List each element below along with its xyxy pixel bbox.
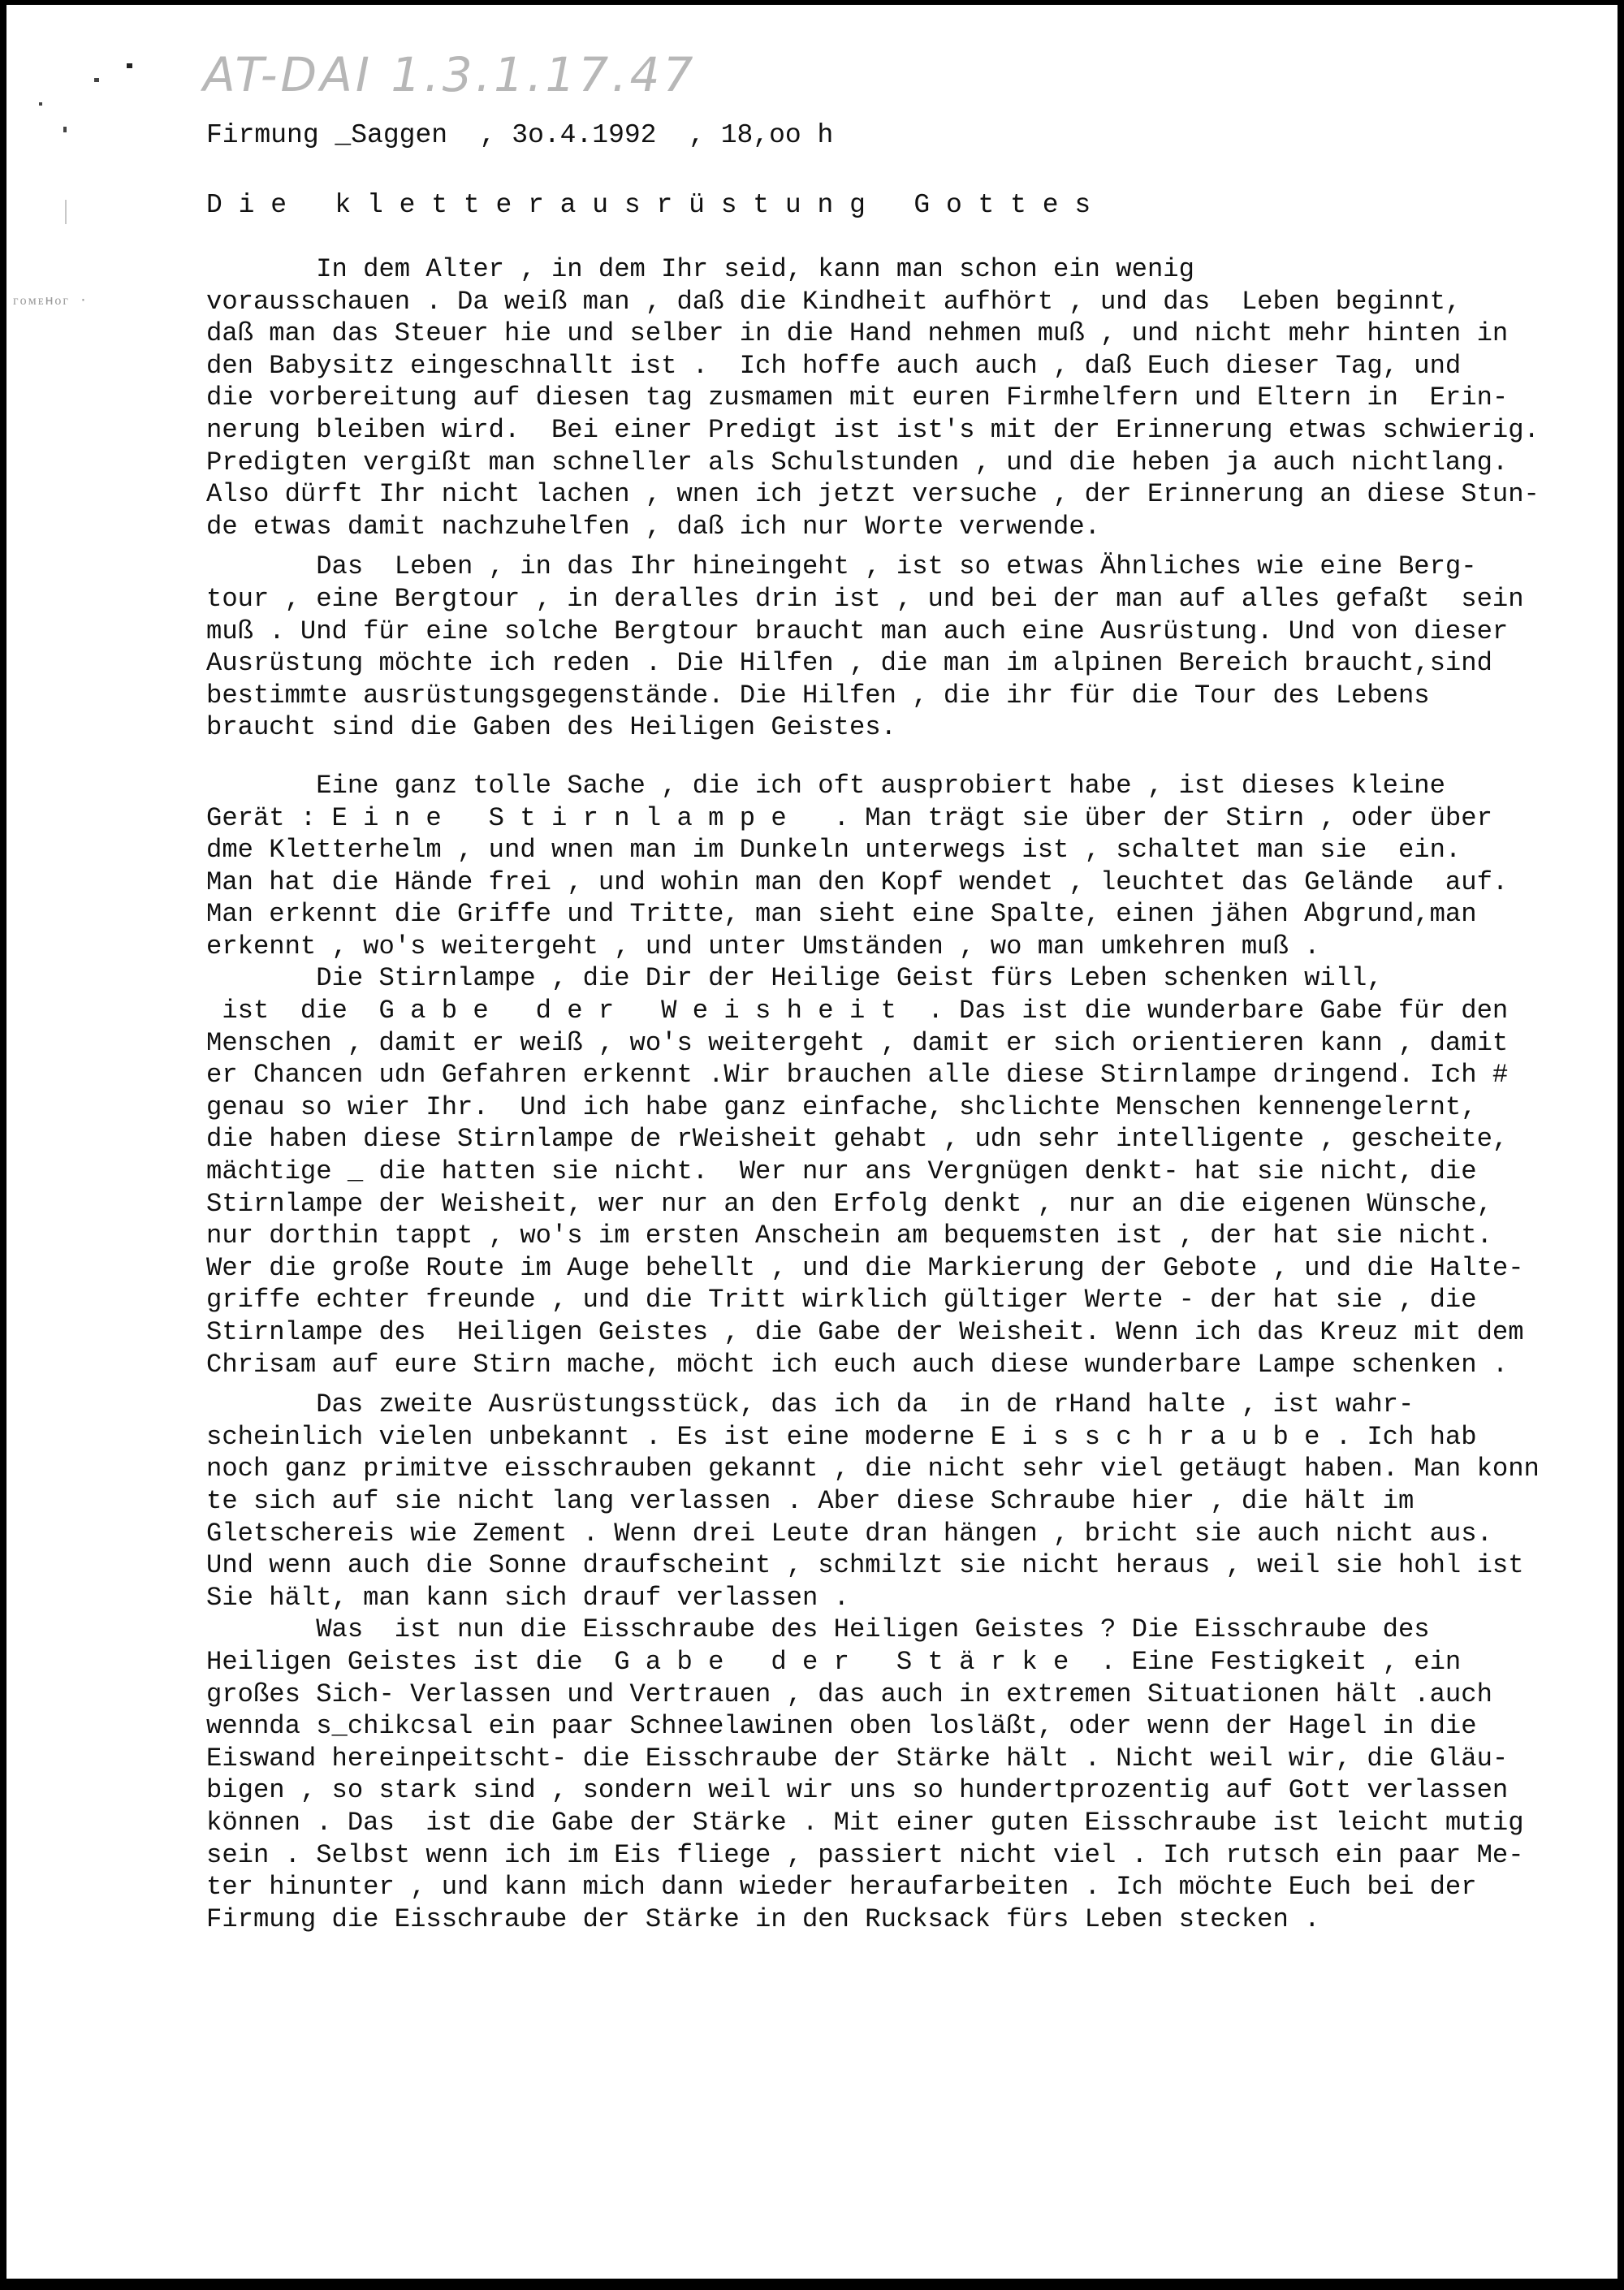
- margin-dot: [94, 78, 99, 82]
- text-line: Was ist nun die Eisschraube des Heiligen Geistes ? Die Eisschraube des: [206, 1614, 1430, 1645]
- text-line: Man erkennt die Griffe und Tritte, man sieht eine Spalte, einen jähen Abgrund,man: [206, 899, 1477, 930]
- text-line: Menschen , damit er weiß , wo's weitergeht , damit er sich orientieren kann , damit: [206, 1027, 1509, 1058]
- text-line: Stirnlampe des Heiligen Geistes , die Gabe der Weisheit. Wenn ich das Kreuz mit dem: [206, 1317, 1524, 1347]
- text-line: Man hat die Hände frei , und wohin man den Kopf wendet , leuchtet das Gelände auf.: [206, 866, 1509, 897]
- text-line: tour , eine Bergtour , in deralles drin ist , und bei der man auf alles gefaßt sein: [206, 583, 1524, 614]
- paragraph-6: [206, 1614, 1596, 1935]
- text-line: bigen , so stark sind , sondern weil wir uns so hundertprozentig auf Gott verlassen: [206, 1775, 1509, 1806]
- margin-dot: [127, 63, 132, 68]
- text-line: nerung bleiben wird. Bei einer Predigt ist ist's mit der Erinnerung etwas schwierig.: [206, 414, 1540, 445]
- text-line: erkennt , wo's weitergeht , und unter Umständen , wo man umkehren muß .: [206, 931, 1320, 961]
- text-line: Die Stirnlampe , die Dir der Heilige Geist fürs Leben schenken will,: [206, 963, 1383, 994]
- body-text: [206, 253, 1596, 1935]
- text-line: Eiswand hereinpeitscht- die Eisschraube der Stärke hält . Nicht weil wir, die Gläu-: [206, 1743, 1509, 1774]
- text-line: nur dorthin tappt , wo's im ersten Anschein am bequemsten ist , der hat sie nicht.: [206, 1221, 1492, 1251]
- text-line: Und wenn auch die Sonne draufscheint , schmilzt sie nicht heraus , weil sie hohl ist: [206, 1550, 1524, 1581]
- text-line: ist die G a b e d e r W e i s h e i t . Das ist die wunderbare Gabe für den: [206, 996, 1509, 1026]
- text-line: können . Das ist die Gabe der Stärke . Mit einer guten Eisschraube ist leicht mutig: [206, 1807, 1524, 1838]
- text-line: ter hinunter , und kann mich dann wieder heraufarbeiten . Ich möchte Euch bei der: [206, 1872, 1477, 1903]
- document-page: [6, 5, 1618, 2279]
- text-line: Wer die große Route im Auge behellt , und die Markierung der Gebote , und die Halte-: [206, 1252, 1524, 1283]
- text-line: griffe echter freunde , und die Tritt wirklich gültiger Werte - der hat sie , die: [206, 1285, 1477, 1316]
- text-line: daß man das Steuer hie und selber in die Hand nehmen muß , und nicht mehr hinten in: [206, 318, 1509, 349]
- text-line: großes Sich- Verlassen und Vertrauen , das auch in extremen Situationen hält .auch: [206, 1679, 1492, 1709]
- header-line: Firmung _Saggen , 3o.4.1992 , 18,oo h: [206, 120, 834, 150]
- text-line: dme Kletterhelm , und wnen man im Dunkeln unterwegs ist , schaltet man sie ein.: [206, 835, 1462, 866]
- text-line: sein . Selbst wenn ich im Eis fliege , passiert nicht viel . Ich rutsch ein paar Me-: [206, 1839, 1524, 1870]
- text-line: Gerät : E i n e S t i r n l a m p e . Man trägt sie über der Stirn , oder über: [206, 802, 1492, 833]
- text-line: genau so wier Ihr. Und ich habe ganz einfache, shclichte Menschen kennengelernt,: [206, 1091, 1477, 1122]
- archive-id-handwritten: AT-DAI 1.3.1.17.47: [203, 47, 697, 102]
- text-line: Firmung die Eisschraube der Stärke in den Rucksack fürs Leben stecken .: [206, 1903, 1320, 1934]
- text-line: Das zweite Ausrüstungsstück, das ich da in de rHand halte , ist wahr-: [206, 1389, 1415, 1420]
- text-line: Ausrüstung möchte ich reden . Die Hilfen , die man im alpinen Bereich braucht,sind: [206, 648, 1492, 679]
- margin-scrawl: ᴦᴏᴍᴇʜᴏᴦ ·: [13, 292, 89, 308]
- text-line: noch ganz primitve eisschrauben gekannt , die nicht sehr viel getäugt haben. Man konn: [206, 1454, 1540, 1484]
- margin-tick: [65, 200, 67, 224]
- paragraph-3: [206, 770, 1596, 963]
- text-line: Das Leben , in das Ihr hineingeht , ist so etwas Ähnliches wie eine Berg-: [206, 551, 1477, 582]
- text-line: te sich auf sie nicht lang verlassen . Aber diese Schraube hier , die hält im: [206, 1485, 1415, 1516]
- paragraph-5: [206, 1389, 1596, 1614]
- text-line: Eine ganz tolle Sache , die ich oft ausprobiert habe , ist dieses kleine: [206, 770, 1445, 801]
- text-line: die haben diese Stirnlampe de rWeisheit gehabt , udn sehr intelligente , gescheite,: [206, 1124, 1509, 1155]
- text-line: Chrisam auf eure Stirn mache, möcht ich euch auch diese wunderbare Lampe schenken .: [206, 1349, 1509, 1380]
- text-line: mächtige _ die hatten sie nicht. Wer nur ans Vergnügen denkt- hat sie nicht, die: [206, 1156, 1477, 1187]
- text-line: wennda s_chikcsal ein paar Schneelawinen oben losläßt, oder wenn der Hagel in die: [206, 1711, 1477, 1742]
- text-line: vorausschauen . Da weiß man , daß die Kindheit aufhört , und das Leben beginnt,: [206, 286, 1462, 317]
- margin-dot: [63, 127, 67, 132]
- text-line: Stirnlampe der Weisheit, wer nur an den Erfolg denkt , nur an die eigenen Wünsche,: [206, 1188, 1492, 1219]
- text-line: muß . Und für eine solche Bergtour braucht man auch eine Ausrüstung. Und von dieser: [206, 616, 1509, 646]
- text-line: er Chancen udn Gefahren erkennt .Wir brauchen alle diese Stirnlampe dringend. Ich #: [206, 1060, 1509, 1091]
- margin-dot: [39, 102, 42, 106]
- text-line: die vorbereitung auf diesen tag zusmamen mit euren Firmhelfern und Eltern in Erin-: [206, 382, 1509, 413]
- paragraph-4: [206, 962, 1596, 1380]
- text-line: Heiligen Geistes ist die G a b e d e r S t ä r k e . Eine Festigkeit , ein: [206, 1646, 1462, 1677]
- text-line: de etwas damit nachzuhelfen , daß ich nur Worte verwende.: [206, 511, 1100, 542]
- text-line: bestimmte ausrüstungsgegenstände. Die Hilfen , die ihr für die Tour des Lebens: [206, 680, 1430, 711]
- text-line: Predigten vergißt man schneller als Schulstunden , und die heben ja auch nichtlang.: [206, 447, 1509, 477]
- text-line: Also dürft Ihr nicht lachen , wnen ich jetzt versuche , der Erinnerung an diese Stun-: [206, 479, 1540, 510]
- text-line: Gletschereis wie Zement . Wenn drei Leute dran hängen , bricht sie auch nicht aus.: [206, 1518, 1492, 1549]
- text-line: den Babysitz eingeschnallt ist . Ich hoffe auch auch , daß Euch dieser Tag, und: [206, 350, 1462, 381]
- document-title: D i e k l e t t e r a u s r ü s t u n g G o t t e s: [206, 190, 1091, 220]
- text-line: braucht sind die Gaben des Heiligen Geistes.: [206, 712, 896, 743]
- text-line: In dem Alter , in dem Ihr seid, kann man schon ein wenig: [206, 254, 1194, 284]
- text-line: scheinlich vielen unbekannt . Es ist eine moderne E i s s c h r a u b e . Ich hab: [206, 1421, 1477, 1452]
- text-line: Sie hält, man kann sich drauf verlassen .: [206, 1582, 849, 1613]
- paragraph-1: [206, 253, 1596, 542]
- paragraph-2: [206, 551, 1596, 744]
